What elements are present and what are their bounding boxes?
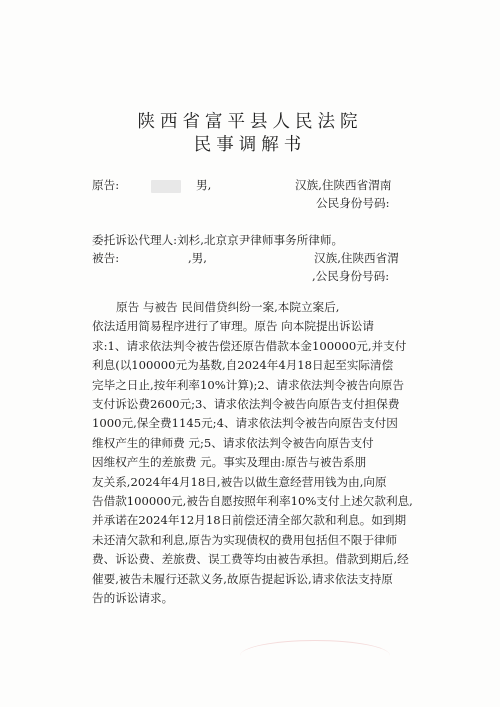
body-line: 并承诺在2024年12月18日前偿还清全部欠款和利息。如到期	[92, 513, 407, 528]
plaintiff-label: 原告:	[92, 178, 120, 192]
body-line: 告的诉讼请求。	[92, 591, 174, 606]
body-line: 1000元,保全费1145元;4、请求依法判令被告向原告支付因	[92, 416, 398, 431]
body-line: 因维权产生的差旅费 元。事实及理由:原告与被告系朋	[92, 455, 367, 470]
body-line: 支付诉讼费2600元;3、请求依法判令被告向原告支付担保费	[92, 397, 400, 412]
body-line: 完毕之日止,按年利率10%计算);2、请求依法判令被告向原告	[92, 377, 404, 392]
body-line: 费、诉讼费、差旅费、误工费等均由被告承担。借款到期后,经	[92, 552, 409, 567]
body-line: 告借款100000元,被告自愿按照年利率10%支付上述欠款利息,	[92, 494, 413, 509]
plaintiff-gender: 男,	[196, 178, 212, 192]
defendant-id-label: ,公民身份号码:	[312, 269, 390, 283]
agent-line: 委托诉讼代理人:刘杉,北京京尹律师事务所律师。	[92, 233, 344, 247]
body-line: 未还清欠款和利息,原告为实现债权的费用包括但不限于律师	[92, 532, 398, 547]
body-line: 维权产生的律师费 元;5、请求依法判令被告向原告支付	[92, 435, 374, 450]
body-line: 依法适用简易程序进行了审理。原告 向本院提出诉讼请	[92, 319, 374, 334]
body-line: 友关系,2024年4月18日,被告以做生意经营用钱为由,向原	[92, 474, 387, 489]
body-paragraph	[92, 298, 422, 609]
body-line: 利息(以100000元为基数,自2024年4月18日起至实际清偿	[92, 358, 394, 373]
plaintiff-ethnic: 汉族,住陕西省渭南	[295, 178, 392, 192]
defendant-label: 被告:	[92, 251, 120, 265]
plaintiff-id-label: 公民身份号码:	[316, 196, 390, 210]
redacted-name	[151, 178, 181, 193]
defendant-gender: ,男,	[188, 251, 207, 265]
body-line: 求:1、请求依法判令被告偿还原告借款本金100000元,并支付	[92, 338, 407, 353]
defendant-ethnic: 汉族,住陕西省渭	[314, 251, 399, 265]
court-name: 陕西省富平县人民法院	[137, 112, 363, 132]
body-line: 催要,被告未履行还款义务,故原告提起诉讼,请求依法支持原	[92, 571, 393, 586]
seal-trace	[240, 640, 390, 671]
body-line: 原告 与被告 民间借贷纠纷一案,本院立案后,	[116, 300, 340, 314]
document-title: 民事调解书	[193, 135, 307, 155]
